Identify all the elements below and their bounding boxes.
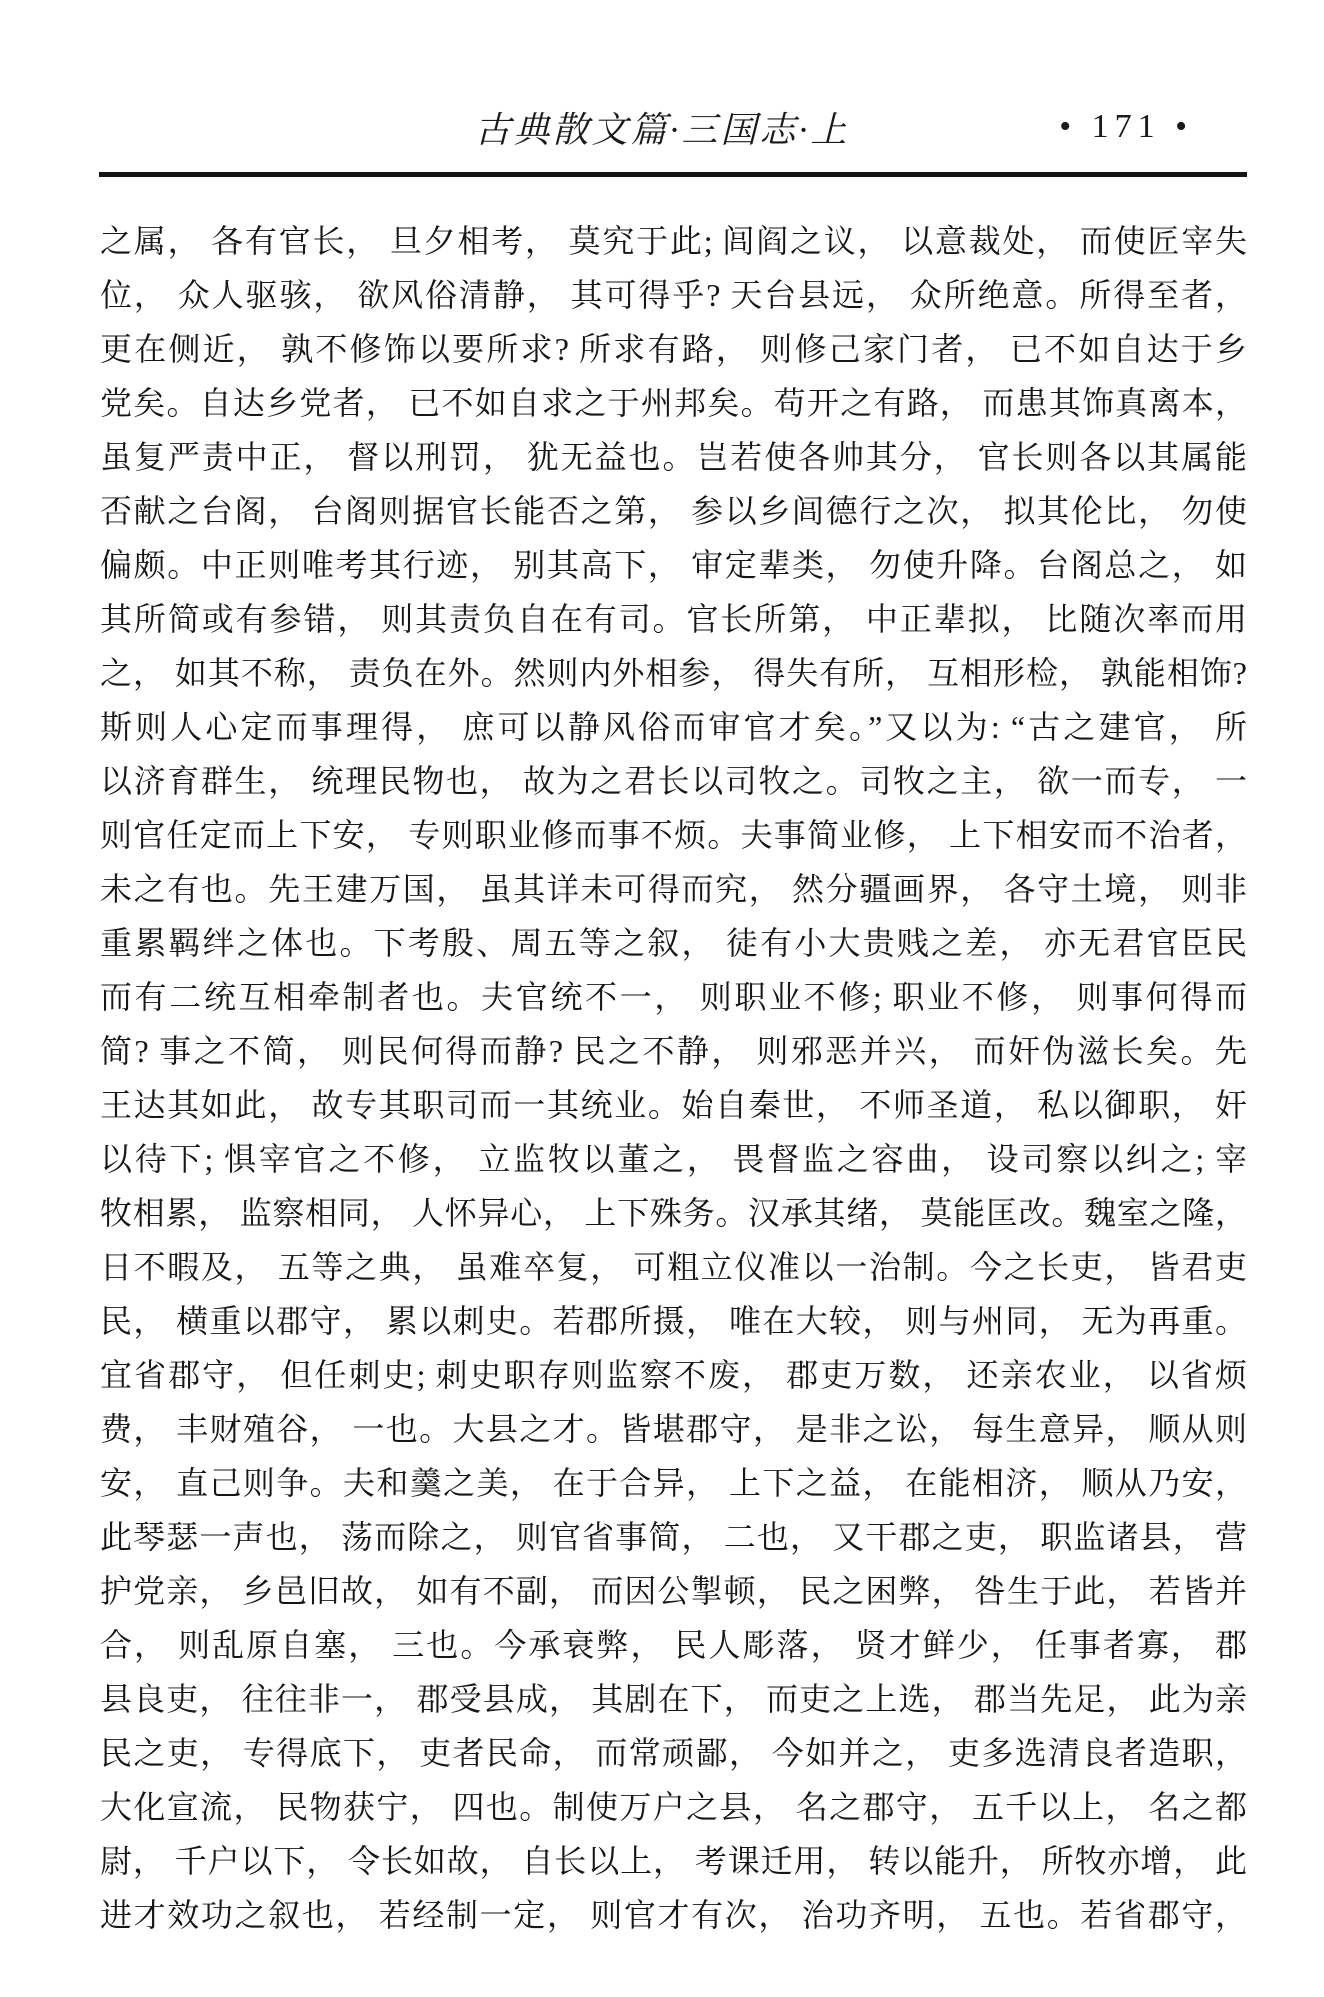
text-line: 进才效功之叙也， 若经制一定， 则官才有次， 治功齐明， 五也。若省郡守， xyxy=(100,1897,1247,1933)
text-line: 其所简或有参错， 则其责负自在有司。官长所第， 中正辈拟， 比随次率而用 xyxy=(100,601,1247,637)
text-line: 而有二统互相牵制者也。夫官统不一， 则职业不修; 职业不修， 则事何得而 xyxy=(100,979,1247,1015)
text-line: 合， 则乱原自塞， 三也。今承衰弊， 民人彫落， 贤才鲜少， 任事者寡， 郡 xyxy=(100,1627,1247,1663)
text-line: 民之吏， 专得底下， 吏者民命， 而常顽鄙， 今如并之， 吏多选清良者造职， xyxy=(100,1735,1247,1771)
header-rule xyxy=(99,172,1247,177)
text-line: 以待下; 惧宰官之不修， 立监牧以董之， 畏督监之容曲， 设司察以纠之; 宰 xyxy=(100,1141,1247,1177)
text-line: 党矣。自达乡党者， 已不如自求之于州邦矣。苟开之有路， 而患其饰真离本， xyxy=(100,385,1247,421)
text-line: 否献之台阁， 台阁则据官长能否之第， 参以乡闾德行之次， 拟其伦比， 勿使 xyxy=(100,493,1247,529)
text-line: 大化宣流， 民物获宁， 四也。制使万户之县， 名之郡守， 五千以上， 名之都 xyxy=(100,1789,1247,1825)
text-line: 王达其如此， 故专其职司而一其统业。始自秦世， 不师圣道， 私以御职， 奸 xyxy=(100,1087,1247,1123)
page-title: 古典散文篇·三国志·上 xyxy=(474,110,850,150)
text-line: 斯则人心定而事理得， 庶可以静风俗而审官才矣。”又以为: “古之建官， 所 xyxy=(100,709,1247,745)
text-line: 未之有也。先王建万国， 虽其详未可得而究， 然分疆画界， 各守土境， 则非 xyxy=(100,871,1247,907)
text-line: 费， 丰财殖谷， 一也。大县之才。皆堪郡守， 是非之讼， 每生意异， 顺从则 xyxy=(100,1411,1247,1447)
text-line: 尉， 千户以下， 令长如故， 自长以上， 考课迁用， 转以能升， 所牧亦增， 此 xyxy=(100,1843,1247,1879)
text-line: 虽复严责中正， 督以刑罚， 犹无益也。岂若使各帅其分， 官长则各以其属能 xyxy=(100,439,1247,475)
text-line: 安， 直己则争。夫和羹之美， 在于合异， 上下之益， 在能相济， 顺从乃安， xyxy=(100,1465,1247,1501)
text-line: 更在侧近， 孰不修饰以要所求? 所求有路， 则修己家门者， 已不如自达于乡 xyxy=(100,331,1247,367)
text-line: 民， 横重以郡守， 累以刺史。若郡所摄， 唯在大较， 则与州同， 无为再重。 xyxy=(100,1303,1247,1339)
text-line: 日不暇及， 五等之典， 虽难卒复， 可粗立仪准以一治制。今之长吏， 皆君吏 xyxy=(100,1249,1247,1285)
text-line: 则官任定而上下安， 专则职业修而事不烦。夫事简业修， 上下相安而不治者， xyxy=(100,817,1247,853)
body-text xyxy=(100,214,1247,1942)
text-line: 护党亲， 乡邑旧故， 如有不副， 而因公掣顿， 民之困弊， 咎生于此， 若皆并 xyxy=(100,1573,1247,1609)
text-line: 位， 众人驱骇， 欲风俗清静， 其可得乎? 天台县远， 众所绝意。所得至者， xyxy=(100,277,1247,313)
text-line: 此琴瑟一声也， 荡而除之， 则官省事简， 二也， 又干郡之吏， 职监诸县， 营 xyxy=(100,1519,1247,1555)
text-line: 简? 事之不简， 则民何得而静? 民之不静， 则邪恶并兴， 而奸伪滋长矣。先 xyxy=(100,1033,1247,1069)
text-line: 宜省郡守， 但任刺史; 刺史职存则监察不废， 郡吏万数， 还亲农业， 以省烦 xyxy=(100,1357,1247,1393)
text-line: 之属， 各有官长， 旦夕相考， 莫究于此; 闾阎之议， 以意裁处， 而使匠宰失 xyxy=(100,223,1247,259)
text-line: 之， 如其不称， 责负在外。然则内外相参， 得失有所， 互相形检， 孰能相饰? xyxy=(100,655,1247,691)
text-line: 县良吏， 往往非一， 郡受县成， 其剧在下， 而吏之上选， 郡当先足， 此为亲 xyxy=(100,1681,1247,1717)
text-line: 偏颇。中正则唯考其行迹， 别其高下， 审定辈类， 勿使升降。台阁总之， 如 xyxy=(100,547,1247,583)
text-line: 以济育群生， 统理民物也， 故为之君长以司牧之。司牧之主， 欲一而专， 一 xyxy=(100,763,1247,799)
text-line: 重累羁绊之体也。下考殷、周五等之叙， 徒有小大贵贱之差， 亦无君官臣民 xyxy=(100,925,1247,961)
page-number: • 171 • xyxy=(1059,108,1193,145)
text-line: 牧相累， 监察相同， 人怀异心， 上下殊务。汉承其绪， 莫能匡改。魏室之隆， xyxy=(100,1195,1247,1231)
